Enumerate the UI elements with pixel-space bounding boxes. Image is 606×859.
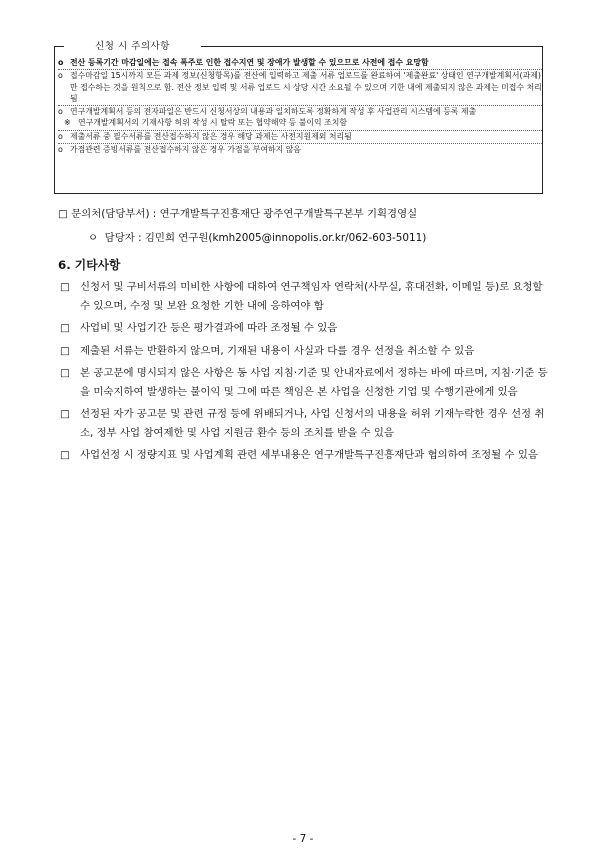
etc-list	[60, 278, 552, 469]
etc-item	[60, 342, 552, 361]
etc-item-text: 선정된 자가 공고문 및 관련 규정 등에 위배되거나, 사업 신청서의 내용을 허위 기재누락한 경우 선정 취소, 정부 사업 참여제한 및 사업 지원금 환수 등의 조치를 받을 수 있음	[80, 408, 545, 439]
etc-item	[60, 319, 552, 338]
caution-list	[58, 57, 542, 155]
caution-text: 연구개발계획서 등의 전자파일은 반드시 신청서상의 내용과 일치하도록 정확하게 작성 후 사업관리 시스템에 등록 제출	[70, 107, 477, 117]
caution-item	[58, 144, 542, 155]
checkbox-icon: □	[58, 208, 68, 220]
caution-item	[58, 57, 542, 68]
caution-item	[58, 70, 542, 104]
caution-bullet: o	[58, 71, 63, 81]
checkbox-icon: □	[60, 322, 70, 334]
caution-note	[58, 117, 542, 128]
etc-item	[60, 278, 552, 315]
contact-text: 문의처(담당부서) : 연구개발특구진흥재단 광주연구개발특구본부 기획경영실	[71, 208, 418, 220]
caution-title: 신청 시 주의사항	[64, 39, 201, 55]
note-mark: ※	[64, 118, 71, 128]
contact-line	[58, 205, 417, 220]
caution-text: 전산 등록기간 마감일에는 접속 폭주로 인한 접수지연 및 장애가 발생할 수 있으므로 사전에 접수 요망함	[70, 58, 429, 67]
bullet-icon: ㅇ	[88, 232, 99, 244]
caution-text: 제출서류 중 필수서류를 전산접수하지 않은 경우 해당 과제는 사전지원제외 처리됨	[70, 131, 352, 141]
section-title: 6. 기타사항	[58, 258, 121, 272]
etc-item-text: 사업비 및 사업기간 등은 평가결과에 따라 조정될 수 있음	[80, 322, 338, 334]
etc-item-text: 사업선정 시 정량지표 및 사업계획 관련 세부내용은 연구개발특구진흥재단과 협의하여 조정될 수 있음	[80, 449, 538, 461]
checkbox-icon: □	[60, 344, 70, 357]
etc-item	[60, 364, 552, 401]
etc-item	[60, 446, 552, 465]
checkbox-icon: □	[60, 449, 70, 461]
caution-item	[58, 131, 542, 142]
caution-bullet: o	[58, 58, 64, 67]
etc-item	[60, 405, 552, 442]
page-number: - 7 -	[292, 833, 314, 845]
etc-item-text: 신청서 및 구비서류의 미비한 사항에 대하여 연구책임자 연락처(사무실, 휴대전화, 이메일 등)로 요청할 수 있으며, 수정 및 보완 요청한 기한 내에 응하여야 함	[80, 281, 543, 312]
caution-bullet: o	[58, 107, 63, 117]
checkbox-icon: □	[60, 281, 70, 293]
caution-text: 가점관련 증빙서류를 전산접수하지 않은 경우 가점을 부여하지 않음	[70, 145, 301, 155]
etc-item-text: 본 공고문에 명시되지 않은 사항은 동 사업 지침·기준 및 안내자료에서 정하는 바에 따르며, 지침·기준 등을 미숙지하여 발생하는 불이익 및 그에 따른 책임은 본 사업을 신청한 기업 및 수행기관에게 있음	[80, 367, 548, 398]
manager-text: 담당자 : 김민희 연구원(kmh2005@innopolis.or.kr/062-603-5011)	[104, 232, 427, 244]
caution-text: 접수마감일 15시까지 모든 과제 정보(신청항목)를 전산에 입력하고 제출 서류 업로드를 완료하여 '제출완료' 상태인 연구개발계획서(과제)만 접수하는 것을 원칙으로 함. 전산 정보 입력 및 서류 업로드 시 상당 시간 소요될 수 있으며 기한 내에 제출되지 않은 과제는 미접수 처리됨	[70, 71, 542, 103]
caution-bullet: o	[58, 131, 63, 141]
caution-note-text: 연구개발계획서의 기재사항 허위 작성 시 탈락 또는 협약해약 등 불이익 조치함	[78, 118, 347, 128]
manager-line	[88, 229, 426, 244]
checkbox-icon: □	[60, 408, 70, 420]
caution-bullet: o	[58, 145, 63, 155]
caution-item	[58, 106, 542, 117]
checkbox-icon: □	[60, 367, 70, 379]
etc-item-text: 제출된 서류는 반환하지 않으며, 기재된 내용이 사실과 다를 경우 선정을 취소할 수 있음	[80, 344, 475, 357]
